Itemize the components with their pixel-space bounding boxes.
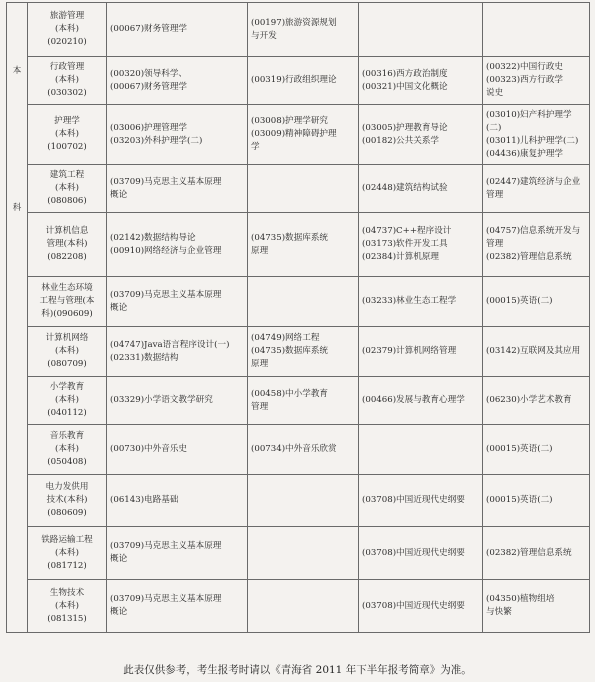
course-cell — [483, 105, 590, 165]
major-cell — [28, 3, 107, 57]
course-line: (03708)中国近现代史纲要 — [362, 547, 465, 558]
course-cell — [107, 213, 248, 277]
major-cell — [28, 377, 107, 425]
course-line: (03709)马克思主义基本原理 — [110, 176, 222, 187]
course-line: (04749)网络工程 — [251, 333, 320, 343]
course-cell — [107, 57, 248, 105]
course-line: (04737)C++程序设计 — [362, 226, 452, 236]
course-cell — [107, 105, 248, 165]
course-line: (00015)英语(二) — [486, 296, 553, 306]
major-line: (本科) — [55, 129, 79, 139]
major-line: (080609) — [47, 508, 87, 518]
course-cell — [248, 105, 359, 165]
course-cell — [107, 165, 248, 213]
course-line: (03708)中国近现代史纲要 — [362, 495, 465, 505]
table-row — [7, 425, 590, 475]
major-line: 建筑工程 — [49, 170, 85, 180]
major-line: (本科) — [55, 75, 79, 85]
table-row — [7, 105, 590, 165]
table-row — [7, 277, 590, 327]
course-line: (03011)儿科护理学(二) — [486, 135, 579, 146]
major-line: (本科) — [55, 183, 79, 193]
course-cell — [248, 57, 359, 105]
major-line: (100702) — [47, 142, 87, 152]
course-cell — [248, 580, 359, 633]
course-line: (02448)建筑结构试验 — [362, 183, 448, 193]
course-cell — [248, 327, 359, 377]
table-row — [7, 475, 590, 527]
course-line: 原理 — [251, 359, 269, 369]
table-row — [7, 327, 590, 377]
course-line: (00458)中小学教育 — [251, 388, 329, 399]
course-line: (03009)精神障碍护理 — [251, 129, 337, 139]
major-cell — [28, 527, 107, 580]
course-line: (03010)妇产科护理学 — [486, 109, 572, 120]
course-line: (00067)财务管理学 — [110, 81, 188, 92]
table-row — [7, 527, 590, 580]
course-line: (00067)财务管理学 — [110, 24, 188, 34]
table-row — [7, 580, 590, 633]
major-line: 护理学 — [54, 116, 80, 126]
major-line: 行政管理 — [49, 62, 85, 72]
major-line: 计算机网络 — [45, 333, 89, 343]
level-label-cell — [7, 3, 28, 633]
course-line: (03708)中国近现代史纲要 — [362, 600, 465, 611]
major-line: 计算机信息 — [45, 226, 89, 236]
major-cell — [28, 105, 107, 165]
major-line: (本科) — [55, 346, 79, 356]
course-line: 概论 — [110, 189, 128, 200]
course-line: (02142)数据结构导论 — [110, 232, 196, 243]
course-line: (03173)软件开发工具 — [362, 239, 448, 249]
course-line: (02447)建筑经济与企业 — [486, 176, 581, 187]
course-cell — [248, 277, 359, 327]
course-line: (03709)马克思主义基本原理 — [110, 289, 222, 300]
course-line: (00466)发展与教育心理学 — [362, 395, 465, 405]
course-line: (00734)中外音乐欣赏 — [251, 444, 337, 454]
table-row — [7, 165, 590, 213]
major-cell — [28, 327, 107, 377]
major-cell — [28, 475, 107, 527]
major-cell — [28, 580, 107, 633]
course-line: (00182)公共关系学 — [362, 135, 440, 146]
course-line: (03709)马克思主义基本原理 — [110, 594, 222, 604]
course-line: (04350)植物组培 — [486, 594, 555, 604]
course-line: 学 — [251, 142, 260, 152]
course-cell — [483, 277, 590, 327]
course-line: (04735)数据库系统 — [251, 232, 329, 243]
course-cell — [107, 475, 248, 527]
course-cell — [359, 475, 483, 527]
course-cell — [107, 425, 248, 475]
major-line: (020210) — [47, 37, 87, 47]
course-cell — [248, 527, 359, 580]
course-line: (06143)电路基础 — [110, 495, 179, 505]
major-line: 管理(本科) — [46, 239, 88, 249]
major-cell — [28, 277, 107, 327]
course-line: 概论 — [110, 554, 128, 564]
course-line: (二) — [486, 122, 502, 133]
course-line: (04747)Java语言程序设计(一) — [110, 339, 230, 350]
course-cell — [359, 57, 483, 105]
major-line: 生物技术 — [49, 587, 85, 598]
course-line: (00322)中国行政史 — [486, 62, 564, 72]
course-cell — [483, 527, 590, 580]
course-line: (02331)数据结构 — [110, 352, 179, 363]
course-line: (03233)林业生态工程学 — [362, 296, 457, 306]
course-line: 原理 — [251, 245, 269, 256]
major-line: (080806) — [47, 196, 87, 206]
course-line: (03005)护理教育导论 — [362, 122, 448, 133]
course-cell — [107, 327, 248, 377]
course-line: (04436)康复护理学 — [486, 148, 564, 159]
major-line: 电力发供用 — [45, 482, 89, 492]
course-line: (00320)领导科学、 — [110, 68, 188, 79]
major-line: (040112) — [47, 408, 87, 418]
major-line: (本科) — [55, 444, 79, 454]
course-cell — [483, 213, 590, 277]
major-cell — [28, 425, 107, 475]
course-line: 说史 — [486, 88, 504, 98]
course-line: (02379)计算机网络管理 — [362, 346, 457, 356]
major-line: 林业生态环境 — [41, 283, 93, 293]
course-cell — [107, 277, 248, 327]
course-line: 概论 — [110, 607, 128, 617]
major-line: (本科) — [55, 600, 79, 611]
major-line: 音乐教育 — [49, 431, 85, 441]
course-cell — [359, 580, 483, 633]
course-cell — [483, 475, 590, 527]
table-row — [7, 377, 590, 425]
course-line: (00316)西方政治制度 — [362, 68, 448, 79]
major-line: (本科) — [55, 24, 79, 34]
course-cell — [359, 327, 483, 377]
exam-schedule-table — [6, 2, 590, 633]
major-cell — [28, 213, 107, 277]
course-line: (02382)管理信息系统 — [486, 252, 572, 262]
course-cell — [483, 425, 590, 475]
course-line: (03709)马克思主义基本原理 — [110, 541, 222, 551]
course-cell — [359, 377, 483, 425]
course-cell — [107, 377, 248, 425]
course-cell — [359, 527, 483, 580]
course-line: (00323)西方行政学 — [486, 75, 564, 85]
course-line: 管理 — [486, 189, 504, 200]
course-line: (04757)信息系统开发与 — [486, 226, 581, 236]
course-line: (00015)英语(二) — [486, 495, 553, 505]
footer-note: 此表仅供参考，考生报考时请以《青海省 2011 年下半年报考简章》为准。 — [123, 664, 472, 676]
major-line: (050408) — [47, 457, 87, 467]
course-line: (03008)护理学研究 — [251, 116, 329, 126]
course-cell — [107, 527, 248, 580]
major-line: (081712) — [47, 560, 87, 571]
level-label-char: 本 — [12, 66, 22, 76]
table-row — [7, 57, 590, 105]
course-line: (04735)数据库系统 — [251, 346, 329, 356]
course-line: (03006)护理管理学 — [110, 122, 188, 133]
course-cell — [359, 165, 483, 213]
course-cell — [483, 377, 590, 425]
major-line: 科)(090609) — [41, 309, 93, 319]
course-line: (00321)中国文化概论 — [362, 81, 448, 92]
course-cell — [248, 3, 359, 57]
course-cell — [483, 327, 590, 377]
course-line: (00730)中外音乐史 — [110, 444, 188, 454]
course-cell — [359, 425, 483, 475]
course-line: (00015)英语(二) — [486, 444, 553, 454]
course-line: 概论 — [110, 302, 128, 313]
major-line: 技术(本科) — [46, 495, 88, 505]
course-line: 与开发 — [251, 30, 277, 41]
course-cell — [248, 213, 359, 277]
major-line: (082208) — [47, 252, 87, 262]
course-cell — [248, 475, 359, 527]
course-cell — [248, 165, 359, 213]
major-line: 小学教育 — [49, 382, 85, 392]
course-line: (03142)互联网及其应用 — [486, 346, 581, 356]
course-line: 管理 — [251, 401, 269, 412]
table-row — [7, 3, 590, 57]
course-line: (02384)计算机原理 — [362, 252, 440, 262]
course-line: (03203)外科护理学(二) — [110, 135, 203, 146]
course-cell — [359, 3, 483, 57]
course-cell — [483, 165, 590, 213]
course-line: (00319)行政组织理论 — [251, 75, 337, 85]
major-cell — [28, 57, 107, 105]
table-row — [7, 213, 590, 277]
course-cell — [359, 105, 483, 165]
level-label-char: 科 — [12, 203, 22, 213]
course-cell — [483, 3, 590, 57]
course-cell — [359, 213, 483, 277]
major-line: (081315) — [47, 613, 87, 624]
major-line: 铁路运输工程 — [41, 534, 93, 545]
course-line: (02382)管理信息系统 — [486, 547, 572, 558]
major-line: 工程与管理(本 — [39, 296, 95, 306]
course-line: (03329)小学语文教学研究 — [110, 395, 213, 405]
major-line: 旅游管理 — [49, 11, 85, 21]
course-cell — [248, 425, 359, 475]
major-line: (本科) — [55, 395, 79, 405]
course-cell — [483, 57, 590, 105]
course-cell — [483, 580, 590, 633]
course-cell — [107, 580, 248, 633]
course-line: (06230)小学艺术教育 — [486, 395, 572, 405]
course-cell — [248, 377, 359, 425]
course-cell — [359, 277, 483, 327]
major-cell — [28, 165, 107, 213]
course-cell — [107, 3, 248, 57]
major-line: (080709) — [47, 359, 87, 369]
course-line: (00910)网络经济与企业管理 — [110, 245, 222, 256]
course-line: 与快繁 — [486, 607, 512, 617]
major-line: (030302) — [47, 88, 87, 98]
course-line: (00197)旅游资源规划 — [251, 17, 337, 28]
course-line: 管理 — [486, 239, 504, 249]
major-line: (本科) — [55, 547, 79, 558]
